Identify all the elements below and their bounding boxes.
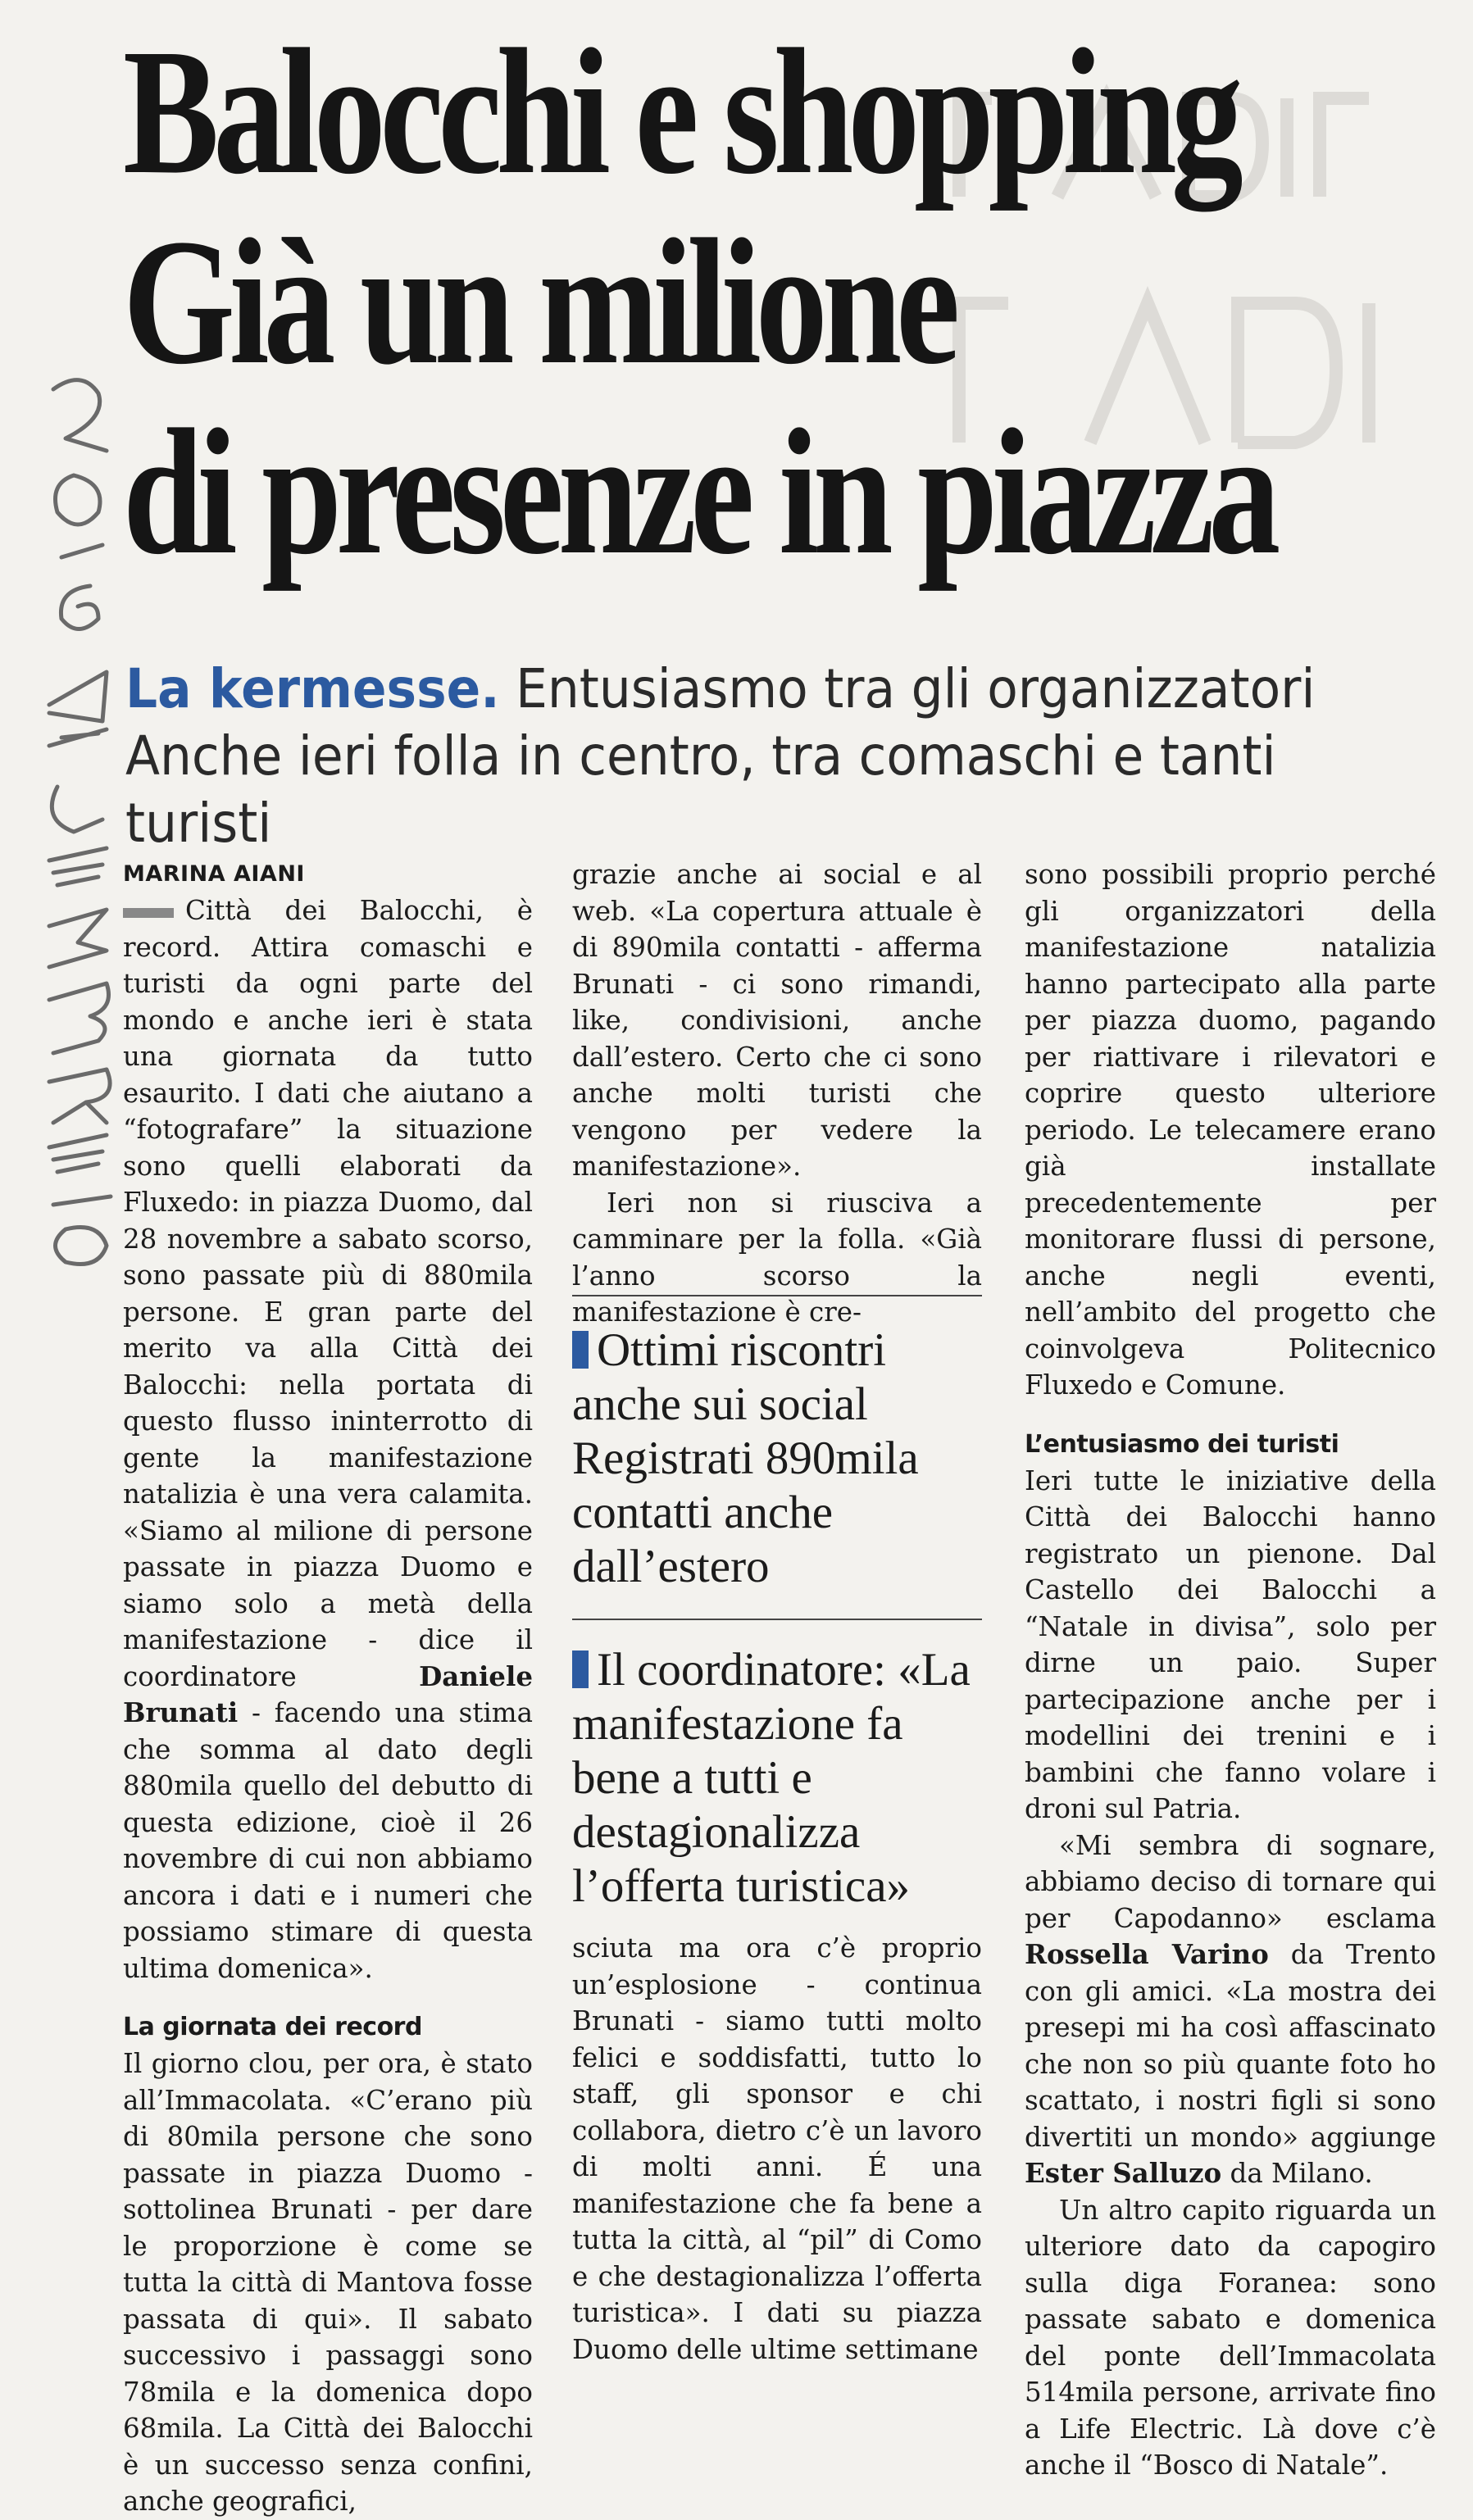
- col2-paragraph-2: Ieri non si riusciva a camminare per la folla. «Già l’anno scorso la manifestazione è cre-: [572, 1187, 982, 1328]
- col2-paragraph-3: sciuta ma ora c’è proprio un’esplosione - continua Brunati - siamo tutti molto felici e soddisfatti, tutto lo staff, gli sponsor e chi collabora, dietro c’è un lavoro di molti anni. É una manifestazione che fa bene a tutta la città, al “pil” di Como e che destagionalizza l’offerta turistica». I dati su piazza Duomo delle ultime settimane: [572, 1932, 982, 2365]
- handwritten-date-annotation: [16, 361, 139, 1278]
- headline-line-3: di presenze in piazza: [123, 392, 1275, 592]
- col3-paragraph-4: Un altro capito riguarda un ulteriore dato da capogiro sulla diga Foranea: sono passate sabato e domenica del ponte dell’Immacolata 514mila persone, arrivate fino a Life Electric. Là dove c’è anche il “Bosco di Natale”.: [1025, 2194, 1436, 2481]
- subhead-line-1: Entusiasmo tra gli organizzatori: [499, 657, 1316, 720]
- col1-p1-tail: - facendo una stima che somma al dato degli 880mila quello del debutto di questa edizione, cioè il 26 novembre di cui non abbiamo ancora i dati e i numeri che possiamo stimare di questa ultima domenica».: [123, 1697, 533, 1984]
- article-column-2: [572, 856, 982, 1331]
- subhead-kicker: La kermesse.: [125, 657, 500, 720]
- tourist-name-1: Rossella Varino: [1025, 1938, 1269, 1970]
- section-head-tourists: L’entusiasmo dei turisti: [1025, 1429, 1339, 1459]
- article-column-3: [1025, 856, 1436, 2484]
- col3-p3-tail: da Milano.: [1221, 2158, 1373, 2189]
- col3-paragraph-1: sono possibili proprio perché gli organizzatori della manifestazione natalizia hanno partecipato alla parte per piazza duomo, pagando per riattivare i rilevatori e coprire questo ulteriore periodo. Le telecamere erano già installate precedentemente per monitorare flussi di persone, anche negli eventi, nell’ambito del progetto che coinvolgeva Politecnico Fluxedo e Comune.: [1025, 859, 1436, 1401]
- pullquote-rule-top: [572, 1295, 982, 1296]
- article-column-2-continued: [572, 1930, 982, 2368]
- col1-p1-text: Città dei Balocchi, è record. Attira comaschi e turisti da ogni parte del mondo e anche ieri è stata una giornata da tutto esaurito. I dati che aiutano a “fotografare” la situazione sono quelli elaborati da Fluxedo: in piazza Duomo, dal 28 novembre a sabato scorso, sono passate più di 880mila persone. E gran parte del merito va alla Città dei Balocchi: nella portata di questo flusso ininterrotto di gente la manifestazione natalizia è una vera calamita. «Siamo al milione di persone passate in piazza Duomo e siamo solo a metà della manifestazione - dice il coordinatore: [123, 895, 533, 1692]
- headline: [123, 11, 1275, 592]
- pullquote-marker-icon: [572, 1650, 589, 1688]
- pullquote-social: [572, 1324, 982, 1594]
- headline-line-2: Già un milione: [123, 202, 955, 402]
- article-column-1: [123, 856, 533, 2520]
- subheadline: [125, 656, 1345, 857]
- pullquote-social-text: Ottimi riscontri anche sui social Registrati 890mila contatti anche dall’estero: [572, 1324, 919, 1592]
- col2-paragraph-1: grazie anche ai social e al web. «La copertura attuale è di 890mila contatti - afferma Brunati - ci sono rimandi, like, condivisioni, anche dall’estero. Certo che ci sono anche molti turisti che vengono per vedere la manifestazione».: [572, 859, 982, 1182]
- section-head-record-day: La giornata dei record: [123, 2013, 422, 2041]
- pullquote-marker-icon: [572, 1331, 589, 1369]
- byline: MARINA AIANI: [123, 861, 305, 887]
- col1-paragraph-1: [123, 892, 533, 1986]
- col1-paragraph-2: Il giorno clou, per ora, è stato all’Immacolata. «C’erano più di 80mila persone che sono passate in piazza Duomo - sottolinea Brunati - per dare le proporzione è come se tutta la città di Mantova fosse passata di qui». Il sabato successivo i passaggi sono 78mila e la domenica dopo 68mila. La Città dei Balocchi è un successo senza confini, anche geografici,: [123, 2048, 533, 2517]
- pullquote-coordinator-text: Il coordinatore: «La manifestazione fa bene a tutti e destagionalizza l’offerta turistica»: [572, 1644, 971, 1912]
- pullquote-coordinator: [572, 1643, 982, 1914]
- col3-p3-mid: da Trento con gli amici. «La mostra dei presepi mi ha così affascinato che non so più quante foto ho scattato, i nostri figli si sono divertiti un mondo» aggiunge: [1025, 1939, 1436, 2153]
- pullquote-rule-middle: [572, 1619, 982, 1620]
- subhead-line-2: Anche ieri folla in centro, tra comaschi e tanti turisti: [125, 724, 1276, 855]
- col3-paragraph-2: Ieri tutte le iniziative della Città dei Balocchi hanno registrato un pienone. Dal Castello dei Balocchi a “Natale in divisa”, solo per dirne un paio. Super partecipazione anche per i modellini dei trenini e i bambini che fanno volare i droni sul Patria.: [1025, 1464, 1436, 1824]
- coordinator-name: Daniele Brunati: [123, 1660, 533, 1728]
- lead-bar-decoration: [123, 908, 174, 918]
- col3-paragraph-3: [1025, 1828, 1436, 2192]
- col3-p3-lead: «Mi sembra di sognare, abbiamo deciso di tornare qui per Capodanno» esclama: [1025, 1829, 1436, 1934]
- tourist-name-2: Ester Salluzo: [1025, 2157, 1222, 2189]
- headline-line-1: Balocchi e shopping: [123, 11, 1238, 211]
